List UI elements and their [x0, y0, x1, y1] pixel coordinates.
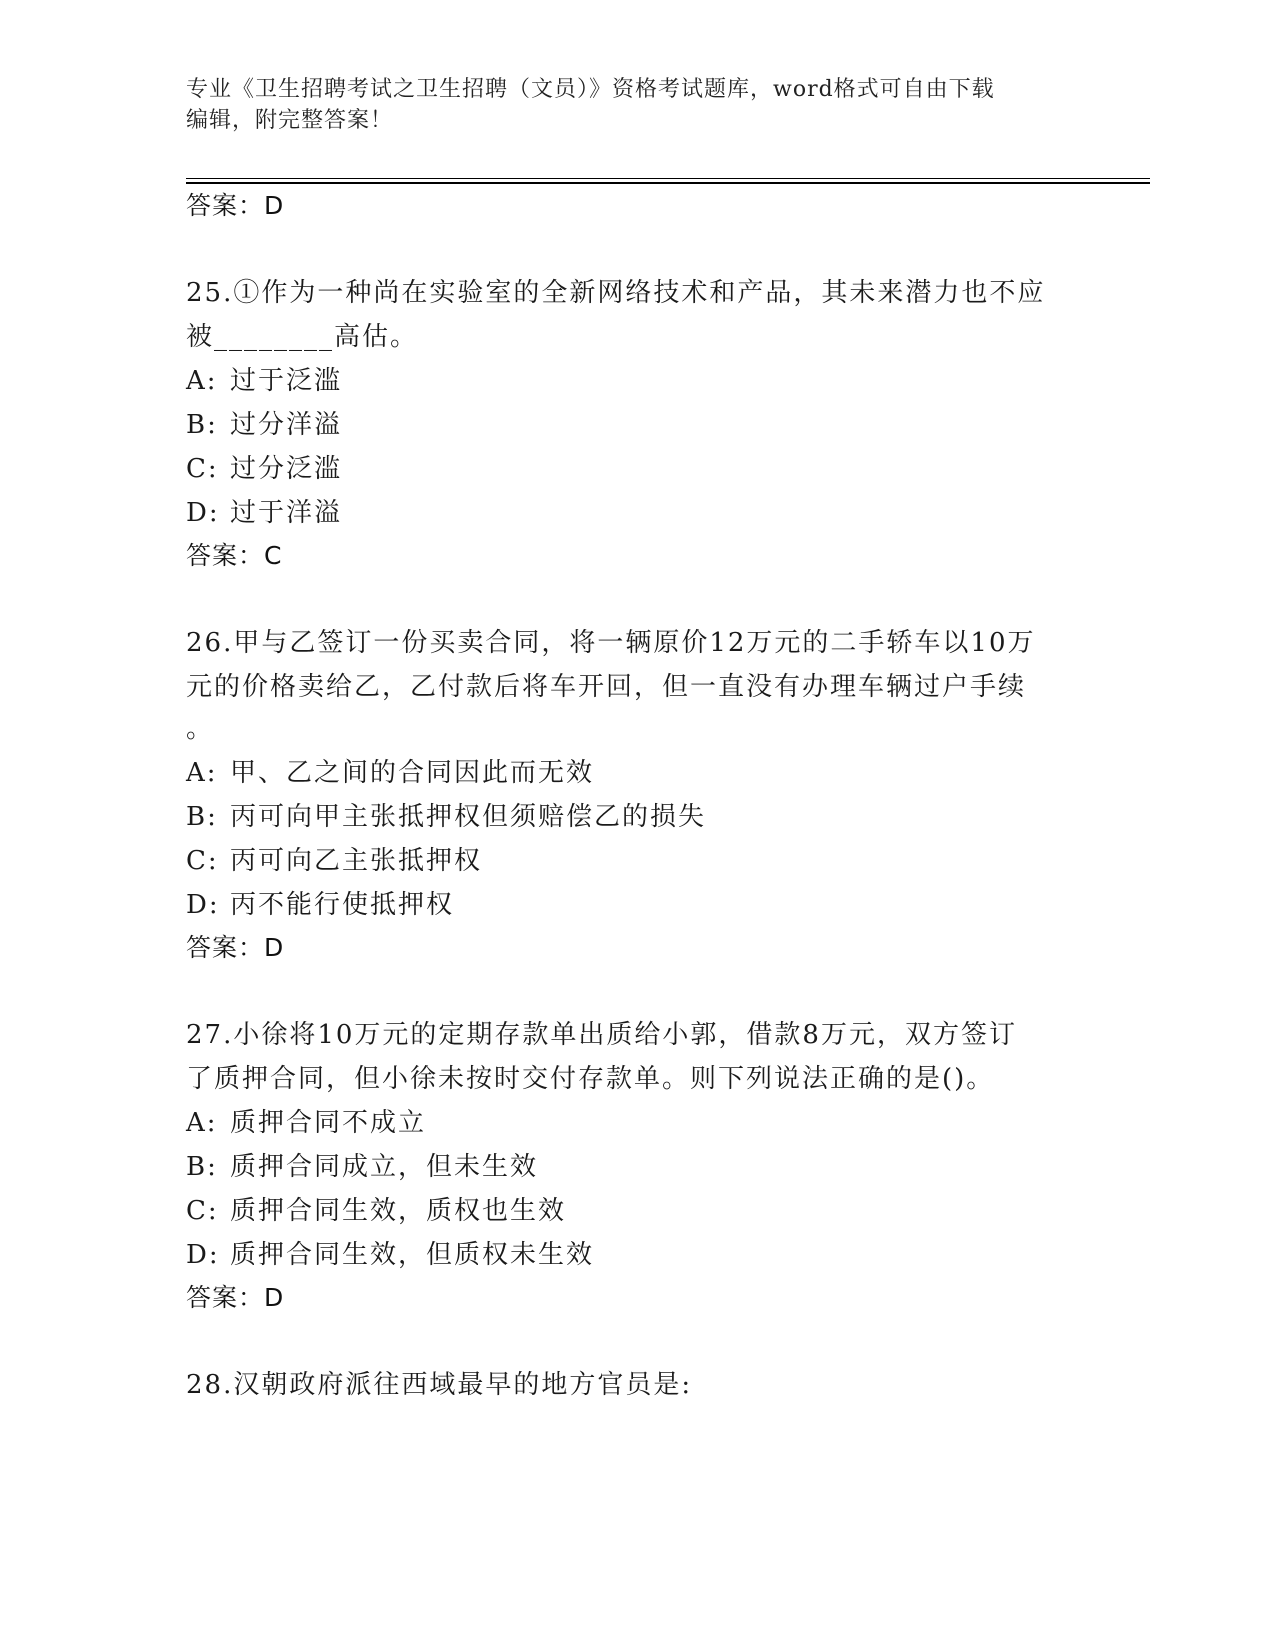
option-b — [186, 1146, 538, 1183]
option-a — [186, 1102, 426, 1139]
option-text: 过于洋溢 — [230, 498, 343, 528]
previous-answer: 答案：D — [186, 191, 285, 220]
option-a — [186, 752, 594, 789]
option-letter: B: — [186, 410, 218, 440]
header-line-2: 编辑，附完整答案！ — [186, 108, 394, 133]
question-text-line: 26.甲与乙签订一份买卖合同，将一辆原价12万元的二手轿车以10万 — [186, 628, 1036, 658]
option-d — [186, 884, 454, 921]
option-text: 质押合同生效，质权也生效 — [230, 1196, 567, 1226]
option-text: 丙不能行使抵押权 — [230, 890, 455, 920]
option-letter: A: — [186, 758, 218, 788]
option-letter: C: — [186, 1196, 219, 1226]
option-letter: A: — [186, 1108, 218, 1138]
option-text: 质押合同生效，但质权未生效 — [230, 1240, 595, 1270]
option-b — [186, 796, 706, 833]
header-divider-thin — [186, 178, 1150, 179]
option-text: 过分洋溢 — [230, 410, 343, 440]
answer-line: 答案：C — [186, 541, 283, 570]
option-text: 丙可向甲主张抵押权但须赔偿乙的损失 — [230, 802, 707, 832]
option-d — [186, 492, 342, 529]
option-a — [186, 360, 342, 397]
question-text-line: 。 — [186, 714, 215, 744]
option-letter: B: — [186, 1152, 218, 1182]
option-letter: A: — [186, 366, 218, 396]
option-text: 质押合同成立，但未生效 — [230, 1152, 539, 1182]
answer-line: 答案：D — [186, 933, 285, 962]
option-c — [186, 448, 342, 485]
question-text-line: 27.小徐将10万元的定期存款单出质给小郭，借款8万元，双方签订 — [186, 1020, 1017, 1050]
question-text-line: 了质押合同，但小徐未按时交付存款单。则下列说法正确的是()。 — [186, 1064, 995, 1094]
option-letter: B: — [186, 802, 218, 832]
answer-line: 答案：D — [186, 1283, 285, 1312]
header-line-1: 专业《卫生招聘考试之卫生招聘（文员）》资格考试题库，word格式可自由下载 — [186, 77, 995, 102]
option-b — [186, 404, 342, 441]
option-letter: D: — [186, 890, 220, 920]
option-letter: D: — [186, 1240, 220, 1270]
option-c — [186, 840, 482, 877]
question-text-line: 被________高估。 — [186, 322, 419, 352]
option-text: 丙可向乙主张抵押权 — [230, 846, 483, 876]
option-text: 质押合同不成立 — [230, 1108, 427, 1138]
option-text: 甲、乙之间的合同因此而无效 — [230, 758, 595, 788]
header-divider-thick — [186, 182, 1150, 184]
question-text-line: 元的价格卖给乙，乙付款后将车开回，但一直没有办理车辆过户手续 — [186, 672, 1027, 702]
question-text-line: 28.汉朝政府派往西域最早的地方官员是: — [186, 1370, 693, 1400]
option-c — [186, 1190, 566, 1227]
option-text: 过分泛滥 — [230, 454, 343, 484]
option-d — [186, 1234, 594, 1271]
document-header — [186, 74, 1086, 136]
option-letter: C: — [186, 846, 219, 876]
question-text-line: 25.①作为一种尚在实验室的全新网络技术和产品，其未来潜力也不应 — [186, 278, 1046, 308]
option-text: 过于泛滥 — [230, 366, 343, 396]
option-letter: C: — [186, 454, 219, 484]
option-letter: D: — [186, 498, 220, 528]
